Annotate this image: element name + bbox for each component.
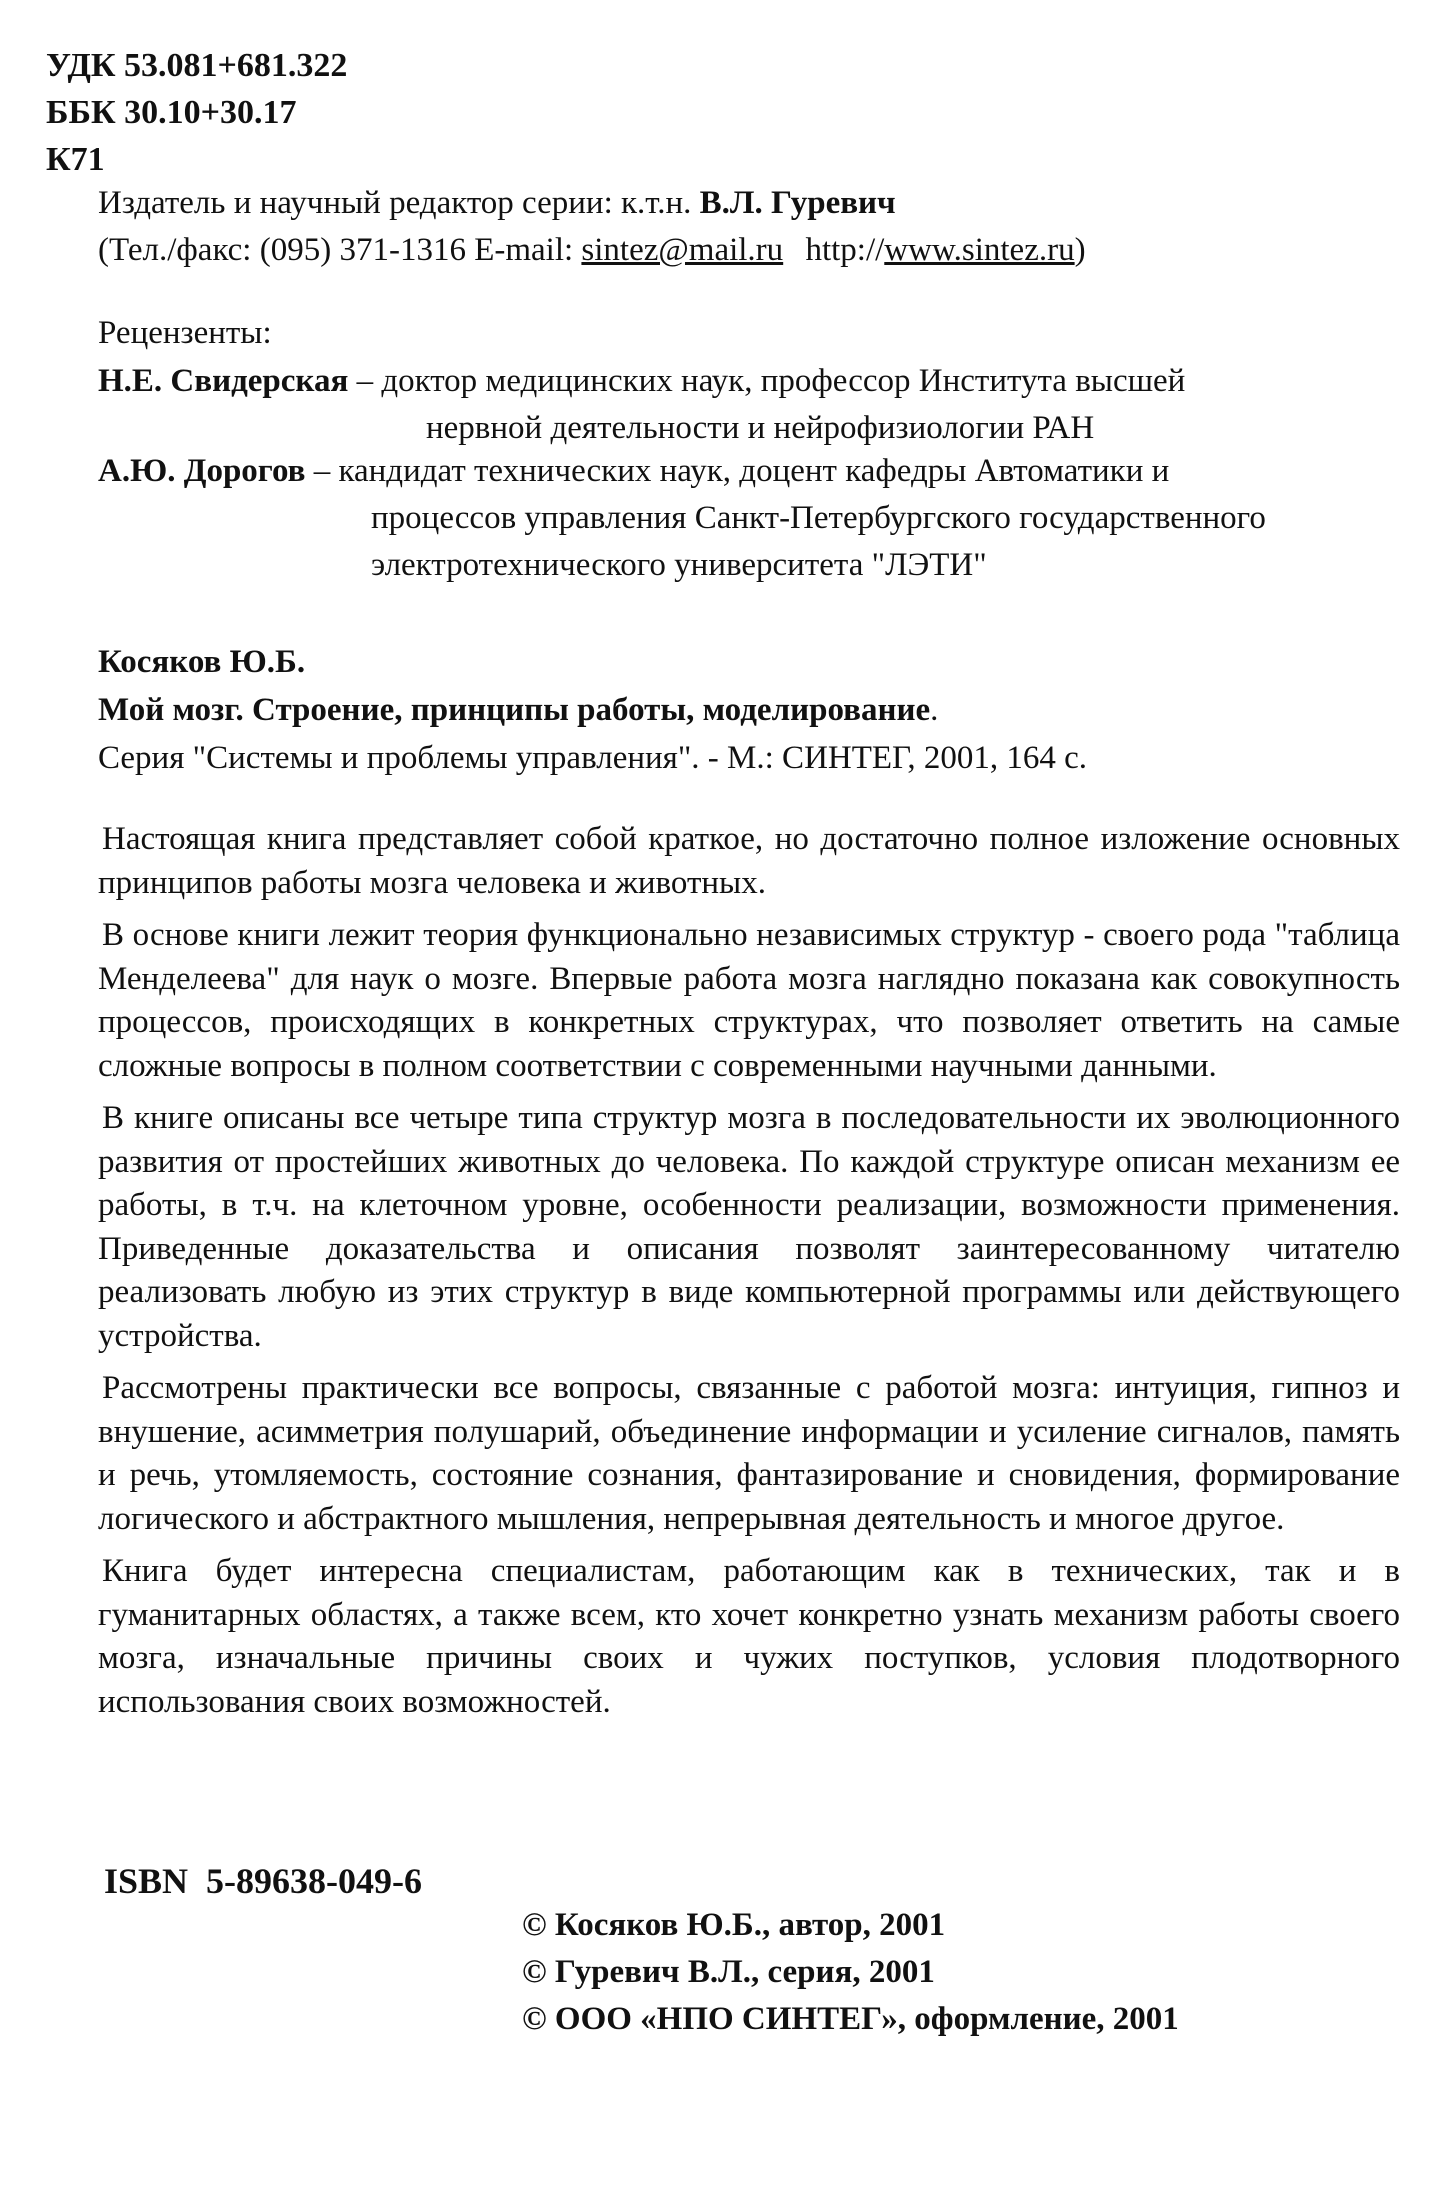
classification-codes	[46, 42, 347, 183]
reviewer-desc-line: процессов управления Санкт-Петербургского государственного	[371, 500, 1266, 536]
reviewer-name: А.Ю. Дорогов	[98, 453, 306, 489]
copyright-line: © Гуревич В.Л., серия, 2001	[522, 1954, 935, 1990]
abstract-paragraph: Настоящая книга представляет собой краткое, но достаточно полное изложение основных принципов работы мозга человека и животных.	[98, 821, 1400, 901]
bbk-code: ББК 30.10+30.17	[46, 94, 297, 131]
copyright-block	[522, 1902, 1179, 2043]
website-link[interactable]: www.sintez.ru	[884, 232, 1075, 268]
close-paren: )	[1074, 232, 1086, 268]
isbn: ISBN 5-89638-049-6	[104, 1861, 423, 1901]
book-series: Серия "Системы и проблемы управления". - М.: СИНТЕГ, 2001, 164 с.	[98, 740, 1088, 776]
reviewer-item	[98, 358, 1185, 452]
editor-name: В.Л. Гуревич	[699, 185, 896, 221]
reviewer-name: Н.Е. Свидерская	[98, 363, 349, 399]
reviewers-title: Рецензенты:	[98, 315, 272, 351]
abstract-paragraph: В книге описаны все четыре типа структур мозга в последовательности их эволюционного развития от простейших животных до человека. По каждой структуре описан механизм ее работы, в т.ч. на клеточном уровне, особенности реализации, возможности применения. Приведенные доказательства и описания позволят заинтересованному читателю реализовать любую из этих структур в виде компьютерной программы или действующего устройства.	[98, 1100, 1400, 1354]
http-label: http://	[805, 232, 885, 268]
reviewer-desc-line: электротехнического университета "ЛЭТИ"	[371, 547, 987, 583]
reviewer-desc-line: нервной деятельности и нейрофизиологии РАН	[426, 410, 1095, 446]
reviewer-item	[98, 448, 1266, 589]
email-link[interactable]: sintez@mail.ru	[581, 232, 784, 268]
abstract	[98, 818, 1400, 1733]
copyright-line: © Косяков Ю.Б., автор, 2001	[522, 1907, 946, 1943]
udk-code: УДК 53.081+681.322	[46, 47, 348, 84]
book-title: Мой мозг. Строение, принципы работы, моделирование	[98, 692, 931, 728]
book-author: Косяков Ю.Б.	[98, 644, 306, 680]
publisher-info	[98, 180, 1086, 274]
bibliographic-record	[98, 638, 1087, 782]
author-mark: К71	[46, 141, 105, 178]
abstract-paragraph: Рассмотрены практически все вопросы, связанные с работой мозга: интуиция, гипноз и внушение, асимметрия полушарий, объединение информации и усиление сигналов, память и речь, утомляемость, состояние сознания, фантазирование и сновидения, формирование логического и абстрактного мышления, непрерывная деятельность и многое другое.	[98, 1370, 1400, 1537]
reviewer-desc-line: – доктор медицинских наук, профессор Института высшей	[356, 363, 1186, 399]
abstract-paragraph: Книга будет интересна специалистам, работающим как в технических, так и в гуманитарных областях, а также всем, кто хочет конкретно узнать механизм работы своего мозга, изначальные причины своих и чужих поступков, условия плодотворного использования своих возможностей.	[98, 1553, 1400, 1720]
reviewer-desc-line: – кандидат технических наук, доцент кафедры Автоматики и	[313, 453, 1170, 489]
editor-line	[98, 180, 1086, 227]
contacts-label: (Тел./факс: (095) 371-1316 E-mail:	[98, 232, 574, 268]
copyright-line: © ООО «НПО СИНТЕГ», оформление, 2001	[522, 2001, 1179, 2037]
book-title-end: .	[930, 692, 939, 728]
abstract-paragraph: В основе книги лежит теория функционально независимых структур - своего рода "таблица Менделеева" для наук о мозге. Впервые работа мозга наглядно показана как совокупность процессов, происходящих в конкретных структурах, что позволяет ответить на самые сложные вопросы в полном соответствии с современными научными данными.	[98, 917, 1400, 1084]
editor-label: Издатель и научный редактор серии: к.т.н.	[98, 185, 692, 221]
contacts-line	[98, 227, 1086, 274]
